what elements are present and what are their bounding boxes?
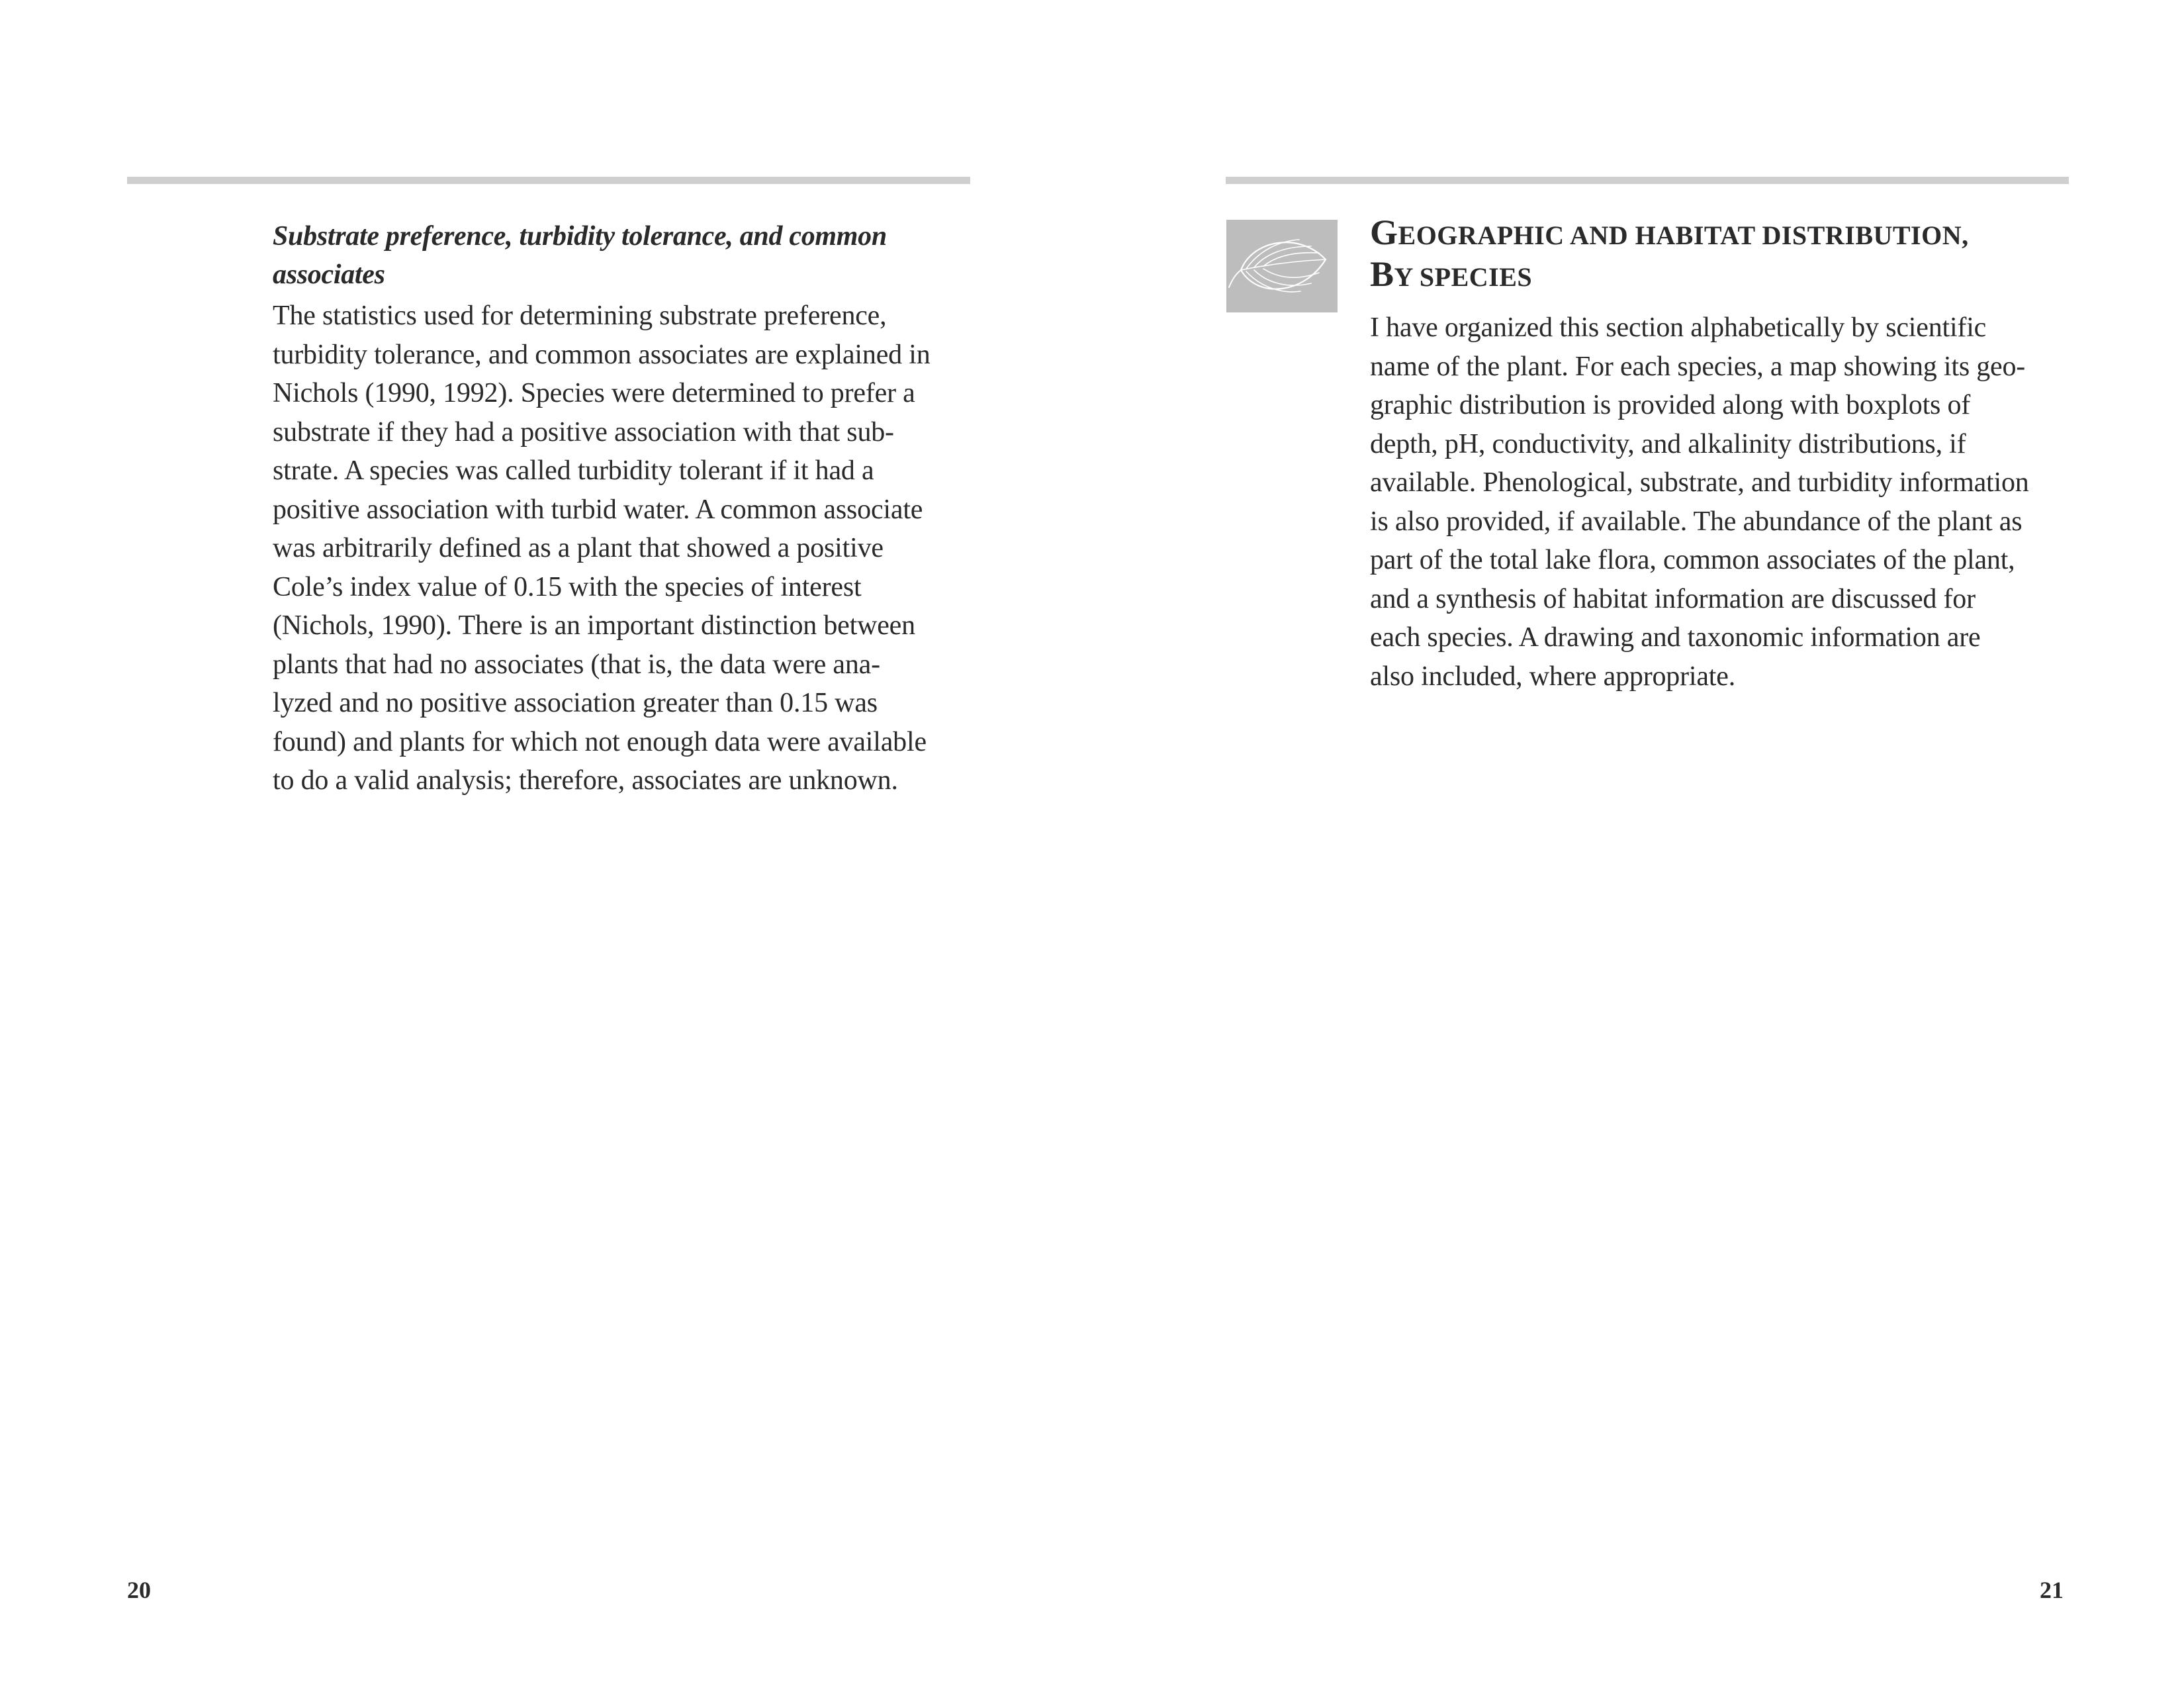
section-heading-line: BY SPECIES [1370,254,1533,294]
leaf-icon [1226,220,1338,312]
text-line: lyzed and no positive association greater than 0.15 was [273,688,878,718]
text-line: turbidity tolerance, and common associates are explained in [273,339,931,370]
text-line: and a synthesis of habitat information are discussed for [1370,583,1976,614]
text-line: available. Phenological, substrate, and turbidity information [1370,467,2029,498]
text-line: to do a valid analysis; therefore, associates are unknown. [273,765,898,796]
page-number-left: 20 [127,1577,151,1603]
text-line: Nichols (1990, 1992). Species were determined to prefer a [273,378,915,408]
text-line: part of the total lake flora, common associates of the plant, [1370,545,2015,575]
left-page-top-rule [127,177,970,184]
section-heading [1370,213,2071,297]
section-heading-line: GEOGRAPHIC AND HABITAT DISTRIBUTION, [1370,212,1969,252]
text-line: plants that had no associates (that is, the data were ana- [273,649,880,680]
text-line: graphic distribution is provided along with boxplots of [1370,390,1971,420]
text-line: strate. A species was called turbidity tolerant if it had a [273,455,874,486]
page-number-right: 21 [2040,1577,2064,1603]
text-line: depth, pH, conductivity, and alkalinity distributions, if [1370,428,1966,459]
text-line: Cole’s index value of 0.15 with the species of interest [273,571,862,602]
text-line: positive association with turbid water. A common associate [273,494,923,525]
text-line: was arbitrarily defined as a plant that showed a positive [273,533,884,563]
right-body-paragraph [1370,308,2071,696]
left-page-content [273,217,974,800]
left-body-paragraph [273,297,974,800]
text-line: (Nichols, 1990). There is an important distinction between [273,610,915,641]
text-line: found) and plants for which not enough data were available [273,726,927,757]
right-page-top-rule [1226,177,2069,184]
text-line: I have organized this section alphabetically by scientific [1370,312,1987,343]
text-line: is also provided, if available. The abundance of the plant as [1370,506,2023,537]
text-line: also included, where appropriate. [1370,661,1736,692]
text-line: name of the plant. For each species, a map showing its geo- [1370,351,2026,382]
text-line: The statistics used for determining substrate preference, [273,301,887,331]
right-page-content [1370,213,2071,696]
text-line: substrate if they had a positive association with that sub- [273,416,894,447]
subsection-heading [273,217,974,294]
subsection-heading-line: associates [273,259,385,290]
text-line: each species. A drawing and taxonomic information are [1370,622,1981,653]
subsection-heading-line: Substrate preference, turbidity tolerance, and common [273,221,887,252]
